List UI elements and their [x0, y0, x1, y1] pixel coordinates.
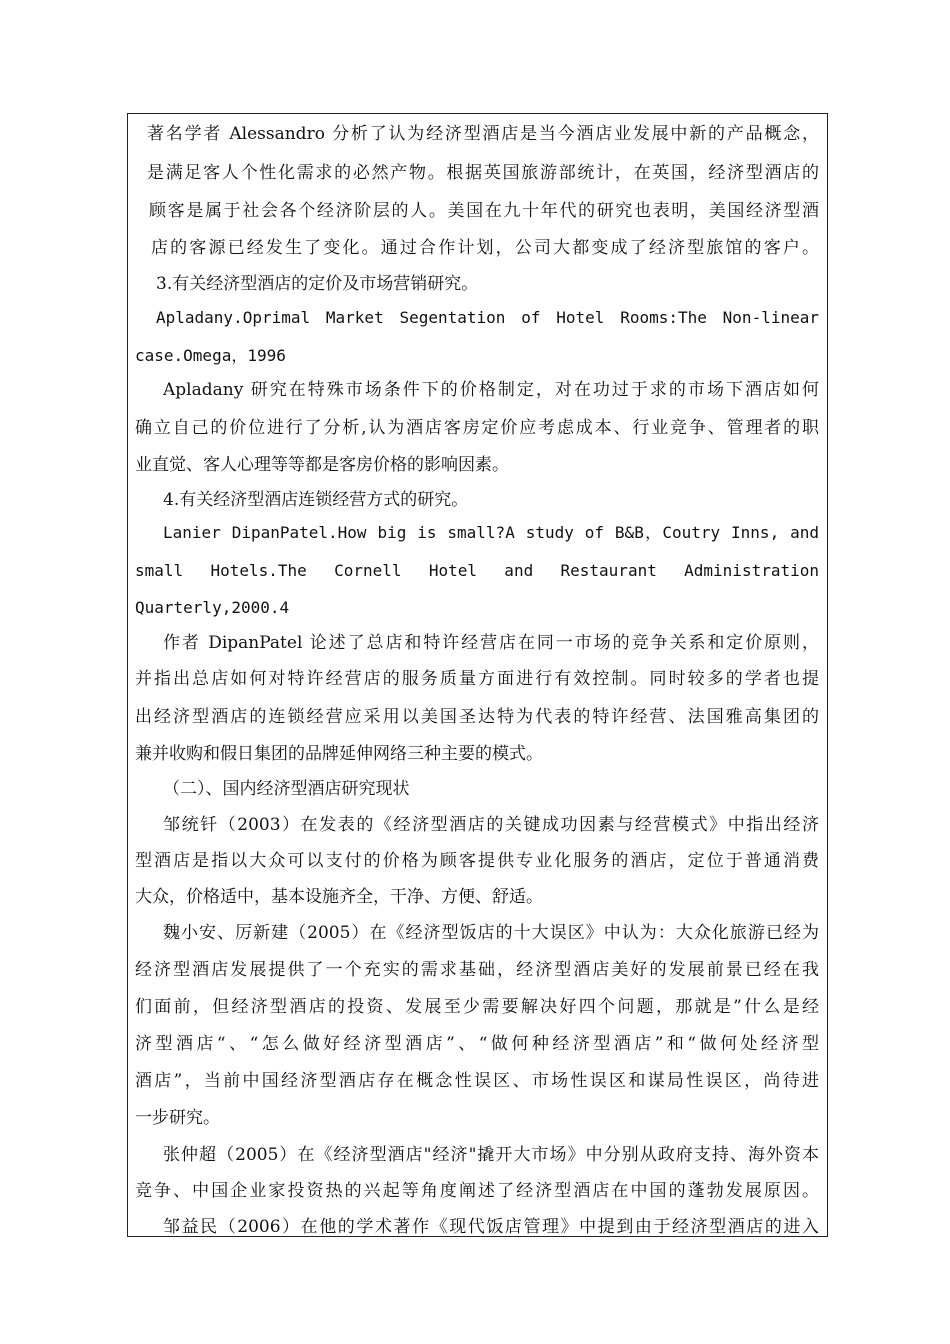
text-line: 型酒店是指以大众可以支付的价格为顾客提供专业化服务的酒店，定位于普通消费 [135, 851, 819, 871]
text-line: 著名学者 Alessandro 分析了认为经济型酒店是当今酒店业发展中新的产品概念， [147, 124, 819, 144]
text-line: 顾客是属于社会各个经济阶层的人。美国在九十年代的研究也表明，美国经济型酒 [149, 201, 819, 221]
section-heading: 3.有关经济型酒店的定价及市场营销研究。 [156, 274, 479, 294]
text-line: 一步研究。 [135, 1108, 220, 1128]
reference-line: Quarterly,2000.4 [135, 598, 290, 617]
reference-line: Apladany.Oprimal Market Segentation of Hotel Rooms:The Non-linear [156, 308, 819, 327]
text-line: 邹统钎（2003）在发表的《经济型酒店的关键成功因素与经营模式》中指出经济 [163, 815, 819, 835]
section-heading: 4.有关经济型酒店连锁经营方式的研究。 [163, 490, 469, 510]
text-line: 是满足客人个性化需求的必然产物。根据英国旅游部统计，在英国，经济型酒店的 [147, 163, 819, 183]
text-line: 张仲超（2005）在《经济型酒店"经济"撬开大市场》中分别从政府支持、海外资本 [163, 1145, 819, 1165]
text-line: 济型酒店“、“怎么做好经济型酒店”、“做何种经济型酒店”和“做何处经济型 [135, 1034, 819, 1054]
text-line: 店的客源已经发生了变化。通过合作计划，公司大都变成了经济型旅馆的客户。 [151, 238, 819, 258]
text-line: 经济型酒店发展提供了一个充实的需求基础，经济型酒店美好的发展前景已经在我 [135, 960, 819, 980]
section-heading: （二）、国内经济型酒店研究现状 [163, 779, 410, 799]
text-line: 并指出总店如何对特许经营店的服务质量方面进行有效控制。同时较多的学者也提 [135, 669, 819, 689]
text-line: 竞争、中国企业家投资热的兴起等角度阐述了经济型酒店在中国的蓬勃发展原因。 [135, 1181, 819, 1201]
text-line: 魏小安、厉新建（2005）在《经济型饭店的十大误区》中认为：大众化旅游已经为 [163, 923, 819, 943]
text-line: 业直觉、客人心理等等都是客房价格的影响因素。 [135, 455, 509, 475]
text-line: Apladany 研究在特殊市场条件下的价格制定，对在功过于求的市场下酒店如何 [163, 380, 819, 400]
text-line: 们面前，但经济型酒店的投资、发展至少需要解决好四个问题，那就是”什么是经 [135, 997, 819, 1017]
text-line: 酒店”，当前中国经济型酒店存在概念性误区、市场性误区和谋局性误区，尚待进 [135, 1071, 819, 1091]
reference-line: small Hotels.The Cornell Hotel and Restaurant Administration [135, 561, 819, 580]
reference-line: case.Omega，1996 [135, 346, 286, 365]
text-line: 确立自己的价位进行了分析,认为酒店客房定价应考虑成本、行业竞争、管理者的职 [135, 418, 819, 438]
text-line: 大众，价格适中，基本设施齐全，干净、方便、舒适。 [135, 887, 543, 907]
text-line: 出经济型酒店的连锁经营应采用以美国圣达特为代表的特许经营、法国雅高集团的 [135, 707, 819, 727]
text-line: 邹益民（2006）在他的学术著作《现代饭店管理》中提到由于经济型酒店的进入 [163, 1217, 819, 1237]
text-line: 作者 DipanPatel 论述了总店和特许经营店在同一市场的竞争关系和定价原则， [163, 633, 819, 653]
text-line: 兼并收购和假日集团的品牌延伸网络三种主要的模式。 [135, 744, 543, 764]
reference-line: Lanier DipanPatel.How big is small?A study of B&B，Coutry Inns, and [163, 523, 819, 542]
